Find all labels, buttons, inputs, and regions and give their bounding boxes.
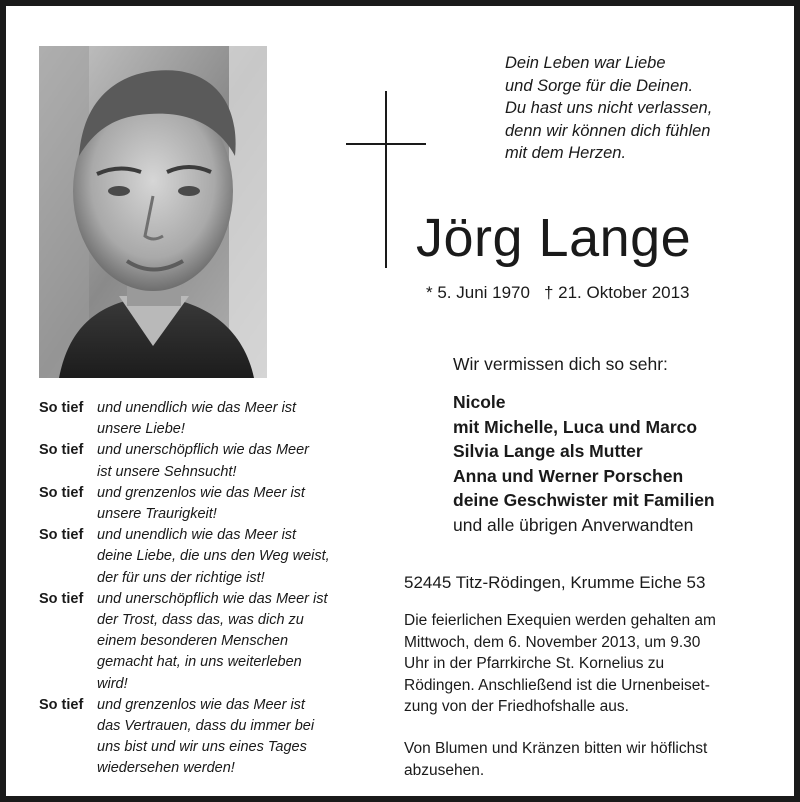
memorial-quote: Dein Leben war Liebe und Sorge für die Deinen. Du hast uns nicht verlassen, denn wir können dich fühlen mit dem Herzen. bbox=[505, 54, 713, 162]
funeral-service-info: Die feierlichen Exequien werden gehalten am Mittwoch, dem 6. November 2013, um 9.30 Uhr in der Pfarrkirche St. Kornelius zu Rödingen. Anschließend ist die Urnenbeiset- zung von der Friedhofshalle aus. bbox=[404, 612, 716, 715]
poem-stanza-lead: So tief bbox=[39, 484, 84, 501]
life-dates bbox=[426, 282, 690, 304]
flowers-request: Von Blumen und Kränzen bitten wir höflichst abzusehen. bbox=[404, 740, 708, 779]
portrait-image bbox=[39, 46, 267, 378]
deceased-name: Jörg Lange bbox=[416, 208, 692, 268]
poem-stanza-text: und unendlich wie das Meer ist deine Liebe, die uns den Weg weist, der für uns der richtige ist! bbox=[97, 527, 330, 586]
poem-stanza-lead: So tief bbox=[39, 400, 84, 416]
poem-stanza bbox=[39, 398, 379, 440]
poem-stanza-text: und grenzenlos wie das Meer ist unsere Traurigkeit! bbox=[97, 484, 305, 523]
family-member-line: und alle übrigen Anverwandten bbox=[453, 514, 694, 535]
family-member-line: Silvia Lange als Mutter bbox=[453, 441, 643, 461]
poem-stanza-text: und unendlich wie das Meer ist unsere Liebe! bbox=[97, 400, 297, 438]
poem-stanza-text: und grenzenlos wie das Meer ist das Vertrauen, dass du immer bei uns bist und wir uns eines Tages wiedersehen werden! bbox=[97, 696, 315, 777]
poem-stanza bbox=[39, 525, 379, 589]
family-member-line: deine Geschwister mit Familien bbox=[453, 490, 715, 510]
poem-stanza-lead: So tief bbox=[39, 590, 84, 607]
memorial-poem bbox=[39, 398, 379, 780]
mourning-address: 52445 Titz-Rödingen, Krumme Eiche 53 bbox=[404, 573, 706, 592]
cross-icon-bar bbox=[346, 143, 426, 145]
poem-stanza bbox=[39, 440, 379, 482]
mourning-line: Wir vermissen dich so sehr: bbox=[453, 354, 668, 374]
poem-stanza-text: und unerschöpflich wie das Meer ist unsere Sehnsucht! bbox=[97, 442, 309, 480]
poem-stanza-text: und unerschöpflich wie das Meer ist der Trost, dass das, was dich zu einem besonderen Menschen gemacht hat, in uns weiterleben wird! bbox=[97, 590, 328, 692]
poem-stanza bbox=[39, 483, 379, 525]
birth-date: * 5. Juni 1970 bbox=[426, 283, 530, 302]
portrait-photo bbox=[39, 46, 267, 378]
poem-stanza bbox=[39, 589, 379, 695]
death-date: † 21. Oktober 2013 bbox=[543, 283, 690, 302]
poem-stanza-lead: So tief bbox=[39, 527, 84, 544]
cross-icon bbox=[385, 91, 387, 268]
family-member-line: Nicole bbox=[453, 392, 506, 412]
family-member-line: mit Michelle, Luca und Marco bbox=[453, 416, 698, 437]
poem-stanza bbox=[39, 695, 379, 780]
family-list bbox=[453, 390, 715, 537]
poem-stanza-lead: So tief bbox=[39, 442, 84, 459]
poem-stanza-lead: So tief bbox=[39, 696, 84, 713]
family-member-line: Anna und Werner Porschen bbox=[453, 465, 684, 486]
